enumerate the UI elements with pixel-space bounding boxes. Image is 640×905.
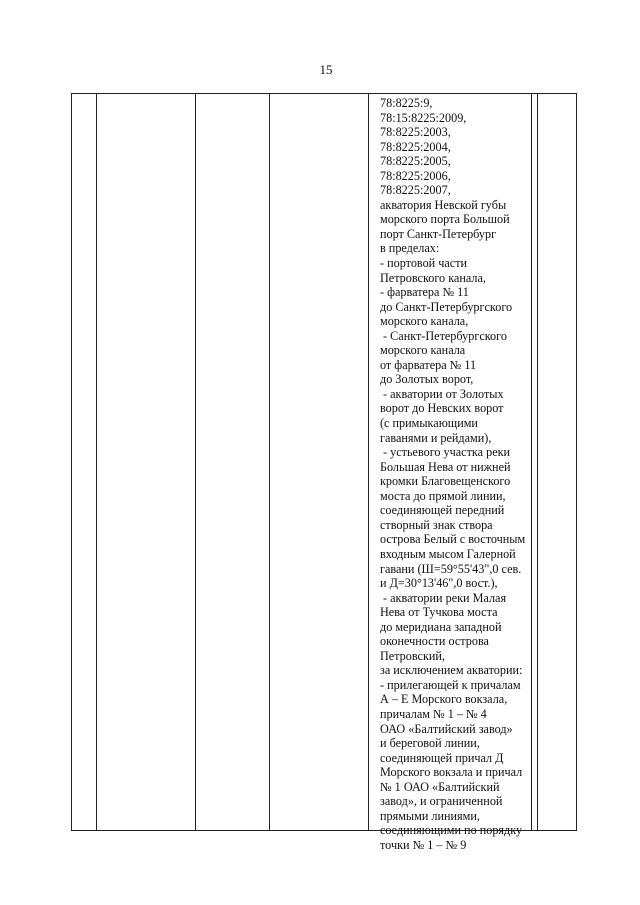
- description-line: в пределах:: [380, 241, 440, 256]
- description-line: Петровский,: [380, 648, 445, 663]
- description-line: моста до прямой линии,: [380, 488, 506, 503]
- description-line: Петровского канала,: [380, 270, 486, 285]
- description-line: до меридиана западной: [380, 619, 502, 634]
- description-line: точки № 1 – № 9: [380, 837, 467, 852]
- description-line: причалам № 1 – № 4: [380, 706, 487, 721]
- description-line: № 1 ОАО «Балтийский: [380, 779, 500, 794]
- description-line: акватория Невской губы: [380, 197, 507, 212]
- description-line: соединяющей передний: [380, 503, 505, 518]
- column-divider: [96, 94, 97, 830]
- description-line: 78:8225:2007,: [380, 183, 451, 198]
- description-line: морского канала,: [380, 314, 469, 329]
- description-line: - Санкт-Петербургского: [380, 328, 507, 343]
- column-divider: [368, 94, 369, 830]
- description-line: завод», и ограниченной: [380, 794, 503, 809]
- description-line: соединяющей причал Д: [380, 750, 504, 765]
- description-line: оконечности острова: [380, 634, 489, 649]
- description-line: до Санкт-Петербургского: [380, 299, 513, 314]
- description-line: до Золотых ворот,: [380, 372, 474, 387]
- page-number: 15: [319, 62, 333, 77]
- description-line: ворот до Невских ворот: [380, 401, 504, 416]
- description-line: входным мысом Галерной: [380, 546, 516, 561]
- description-line: Большая Нева от нижней: [380, 459, 511, 474]
- description-line: от фарватера № 11: [380, 357, 477, 372]
- description-line: прямыми линиями,: [380, 808, 480, 823]
- description-line: - устьевого участка реки: [380, 445, 511, 460]
- description-line: гавани (Ш=59°55'43",0 сев.: [380, 561, 522, 576]
- column-divider: [269, 94, 270, 830]
- description-line: острова Белый с восточным: [380, 532, 526, 547]
- description-line: А – Е Морского вокзала,: [380, 692, 508, 707]
- description-line: - фарватера № 11: [380, 285, 469, 300]
- description-line: морского канала: [380, 343, 466, 358]
- description-line: - прилегающей к причалам: [380, 677, 521, 692]
- description-line: (с примыкающими: [380, 416, 478, 431]
- description-line: створный знак створа: [380, 517, 493, 532]
- description-line: морского порта Большой: [380, 212, 510, 227]
- description-line: Морского вокзала и причал: [380, 765, 523, 780]
- description-line: и Д=30°13'46",0 вост.),: [380, 576, 498, 591]
- description-line: и береговой линии,: [380, 736, 480, 751]
- description-line: - акватории реки Малая: [380, 590, 507, 605]
- description-line: ОАО «Балтийский завод»: [380, 721, 513, 736]
- registry-table: [71, 93, 577, 852]
- description-line: 78:8225:2005,: [380, 154, 451, 169]
- description-line: 78:8225:2003,: [380, 125, 451, 140]
- description-line: - портовой части: [380, 256, 468, 271]
- column-divider: [195, 94, 196, 830]
- description-line: 78:8225:9,: [380, 96, 433, 110]
- description-line: гаванями и рейдами),: [380, 430, 492, 445]
- description-line: порт Санкт-Петербург: [380, 226, 497, 241]
- description-line: за исключением акватории:: [380, 663, 523, 678]
- description-line: соединяющими по порядку: [380, 823, 523, 838]
- description-line: 78:15:8225:2009,: [380, 110, 467, 125]
- description-line: Нева от Тучкова моста: [380, 605, 498, 620]
- description-line: 78:8225:2004,: [380, 139, 451, 154]
- table-cell-description: [380, 96, 540, 852]
- description-line: 78:8225:2006,: [380, 168, 451, 183]
- description-line: - акватории от Золотых: [380, 386, 504, 401]
- description-line: кромки Благовещенского: [380, 474, 511, 489]
